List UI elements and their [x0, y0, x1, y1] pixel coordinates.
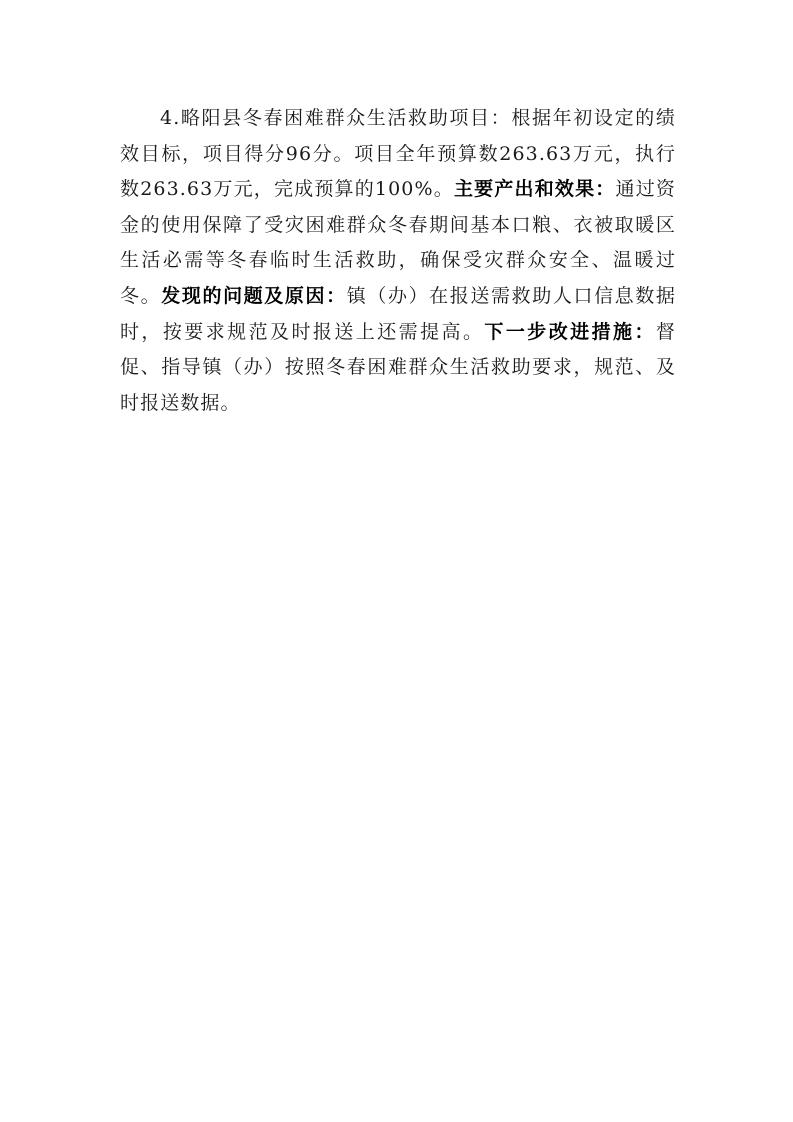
project-paragraph	[120, 101, 676, 421]
intro-text: 4.略阳县冬春困难群众生活救助项目：根据年初设定的绩效目标，项目得分96分。项目全年预算数263.63万元，执行数263.63万元，完成预算的100%。	[120, 107, 676, 201]
output-text: 通过资金的使用保障了受灾困难群众冬春期间基本口粮、衣被取暖区生活必需等冬春临时生活救助，确保受灾群众安全、温暖过冬。	[120, 178, 676, 307]
next-steps-heading: 下一步改进措施：	[484, 320, 656, 343]
problem-heading: 发现的问题及原因：	[161, 284, 347, 307]
output-heading: 主要产出和效果：	[453, 178, 616, 201]
next-steps-text: 督促、指导镇（办）按照冬春困难群众生活救助要求，规范、及时报送数据。	[120, 320, 676, 414]
problem-text: 镇（办）在报送需救助人口信息数据时，按要求规范及时报送上还需提高。	[120, 284, 676, 343]
document-body	[120, 101, 676, 421]
